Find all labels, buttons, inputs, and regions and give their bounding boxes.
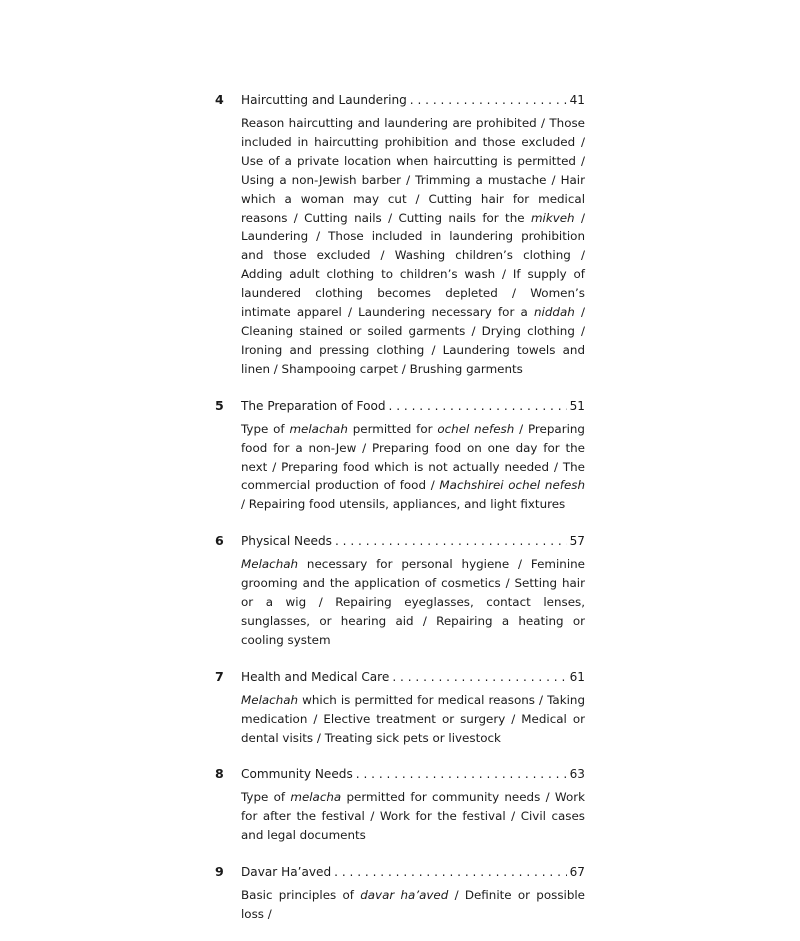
summary-text: / Definite or possible loss /: [241, 888, 585, 922]
summary-text: / Repairing food utensils, appliances, and light fixtures: [241, 497, 566, 512]
summary-text: necessary for personal hygiene / Feminine grooming and the application of cosmetics / Setting hair or a wig / Repairing eyeglasses, contact lenses, sunglasses, or hearing aid / Repairing a heating or cooling system: [241, 557, 585, 647]
chapter-title-line: [241, 668, 585, 687]
chapter-summary: [241, 886, 585, 924]
dot-leader: [407, 91, 567, 110]
italic-term: melachah: [289, 421, 348, 436]
chapter-summary: [241, 555, 585, 650]
toc-entry: [215, 764, 585, 845]
italic-term: melacha: [290, 790, 342, 805]
chapter-number: 5: [215, 397, 224, 413]
chapter-title-line: [241, 91, 585, 110]
toc-entry: [215, 396, 585, 515]
chapter-title-line: [241, 397, 585, 416]
summary-text: Basic principles of: [241, 888, 361, 903]
toc-entry: [215, 862, 585, 924]
summary-text: which is permitted for medical reasons / Taking medication / Elective treatment or surgery / Medical or dental visits / Treating sick pets or livestock: [241, 692, 585, 745]
page-number: 61: [569, 669, 585, 684]
toc-entry: [215, 667, 585, 748]
chapter-number: 8: [215, 766, 224, 782]
italic-term: ochel nefesh: [437, 421, 515, 436]
dot-leader: [386, 397, 567, 416]
chapter-summary: [241, 788, 585, 845]
chapter-title-line: [241, 532, 585, 551]
page-number: 57: [569, 534, 585, 549]
summary-text: / Preparing food for a non-Jew / Preparing food on one day for the next / Preparing food which is not actually needed / The commercial production of food /: [241, 421, 585, 493]
page-number: 67: [569, 865, 585, 880]
summary-text: permitted for community needs / Work for after the festival / Work for the festival / Civil cases and legal documents: [241, 790, 585, 843]
toc-entry-heading: [215, 862, 585, 882]
chapter-title: Physical Needs: [241, 534, 332, 549]
page-number: 51: [569, 398, 585, 413]
page-number: 63: [569, 767, 585, 782]
dot-leader: [331, 863, 566, 882]
chapter-number: 4: [215, 92, 224, 107]
italic-term: mikveh: [530, 210, 575, 225]
toc-entry-heading: [215, 531, 585, 551]
chapter-title-line: [241, 765, 585, 784]
table-of-contents: [215, 90, 585, 941]
chapter-title: Community Needs: [241, 767, 353, 782]
chapter-number: 7: [215, 668, 224, 684]
summary-text: permitted for: [347, 421, 438, 436]
toc-entry: [215, 90, 585, 379]
chapter-title: Davar Ha’aved: [241, 865, 332, 880]
chapter-summary: [241, 420, 585, 515]
italic-term: niddah: [534, 305, 575, 320]
summary-text: Type of: [241, 421, 290, 436]
toc-entry: [215, 531, 585, 650]
chapter-summary: [241, 114, 585, 379]
toc-entry-heading: [215, 90, 585, 110]
summary-text: / Laundering / Those included in laundering prohibition and those excluded / Washing children’s clothing / Adding adult clothing to children’s wash / If supply of laundered clothing becomes depleted / Women’s intimate apparel / Laundering necessary for a: [241, 210, 585, 320]
summary-text: / Cleaning stained or soiled garments / Drying clothing / Ironing and pressing clothing / Laundering towels and linen / Shampooing carpet / Brushing garments: [241, 305, 585, 376]
italic-term: Machshirei ochel nefesh: [439, 478, 585, 493]
italic-term: Melachah: [241, 557, 299, 572]
italic-term: davar ha’aved: [360, 888, 449, 903]
chapter-title: Haircutting and Laundering: [241, 93, 407, 107]
italic-term: Melachah: [241, 692, 299, 707]
chapter-title-line: [241, 863, 585, 882]
chapter-title: The Preparation of Food: [241, 398, 386, 413]
dot-leader: [389, 668, 566, 687]
toc-entry-heading: [215, 667, 585, 687]
chapter-number: 6: [215, 533, 224, 549]
chapter-summary: [241, 691, 585, 748]
page-number: 41: [569, 93, 585, 107]
summary-text: Reason haircutting and laundering are prohibited / Those included in haircutting prohibition and those excluded / Use of a private location when haircutting is permitted / Using a non-Jewish barber / Trimming a mustache / Hair which a woman may cut / Cutting hair for medical reasons / Cutting nails / Cutting nails for the: [241, 116, 585, 225]
dot-leader: [332, 532, 567, 551]
toc-entry-heading: [215, 396, 585, 416]
dot-leader: [353, 765, 567, 784]
summary-text: Type of: [241, 790, 291, 805]
chapter-title: Health and Medical Care: [241, 669, 390, 684]
chapter-number: 9: [215, 864, 224, 880]
toc-entry-heading: [215, 764, 585, 784]
